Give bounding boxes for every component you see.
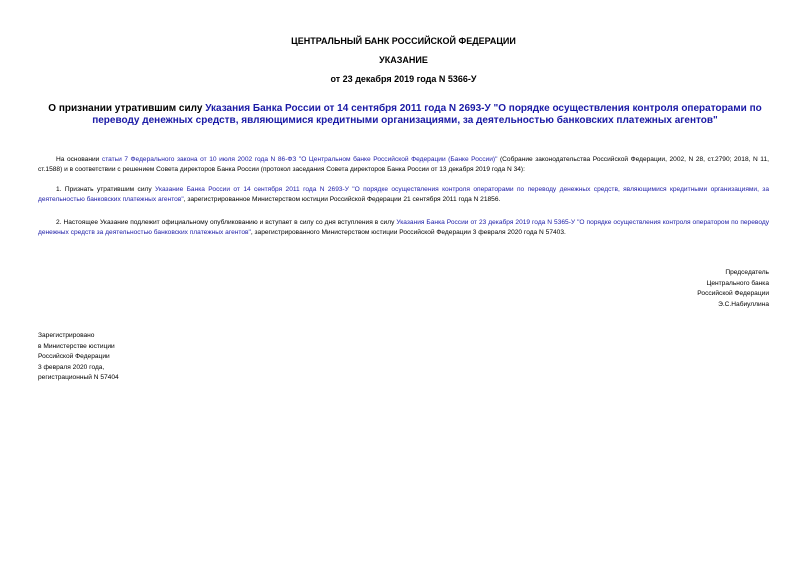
preamble-paragraph bbox=[38, 155, 769, 175]
signatory-name: Э.С.Набиуллина bbox=[718, 300, 769, 308]
registration-number: регистрационный N 57404 bbox=[38, 374, 119, 381]
link-federal-law-86fz[interactable]: статьи 7 Федерального закона от 10 июля 2002 года N 86-ФЗ "О Центральном банке Российской Федерации (Банке России)" bbox=[101, 156, 498, 163]
document-title bbox=[30, 103, 780, 127]
signature-line: Российской Федерации bbox=[697, 290, 769, 297]
preamble-text-end: (Собрание законодательства Российской Федерации, 2002, N 28, ст.2790; 2018, N 11, ст.1588) и в соответствии с решением Совета директоров Банка России (протокол заседания Совета директоров Банка России от 13 декабря 2019 года N 34): bbox=[38, 156, 769, 173]
signature-line: Центрального банка bbox=[706, 279, 769, 287]
registration-line: Российской Федерации bbox=[38, 353, 110, 360]
document-date-number: от 23 декабря 2019 года N 5366-У bbox=[330, 74, 477, 84]
item-2-text-end: , зарегистрированного Министерством юстиции Российской Федерации 3 февраля 2020 года N 57403. bbox=[250, 229, 566, 236]
item-2-paragraph bbox=[38, 218, 769, 238]
item-2-text-start: 2. Настоящее Указание подлежит официальному опубликованию и вступает в силу со дня вступления в силу bbox=[56, 219, 397, 226]
title-link-decree-2693u[interactable]: Указания Банка России от 14 сентября 2011 года N 2693-У "О порядке осуществления контроля операторами по переводу денежных средств, являющимися кредитными организациями, за деятельностью банковских платежных агентов" bbox=[92, 103, 762, 126]
signature-block bbox=[697, 268, 769, 310]
title-prefix: О признании утратившим силу bbox=[48, 103, 206, 114]
preamble-text-start: На основании bbox=[56, 156, 102, 163]
item-1-text-start: 1. Признать утратившим силу bbox=[56, 186, 156, 193]
registration-block bbox=[38, 331, 119, 384]
issuer-heading: ЦЕНТРАЛЬНЫЙ БАНК РОССИЙСКОЙ ФЕДЕРАЦИИ bbox=[291, 36, 516, 46]
link-decree-5365u[interactable]: Указания Банка России от 23 декабря 2019 года N 5365-У "О порядке осуществления контроля оператором по переводу денежных средств за деятельностью банковских платежных агентов" bbox=[38, 219, 769, 236]
registration-line: в Министерстве юстиции bbox=[38, 342, 115, 350]
registration-line: Зарегистрировано bbox=[38, 332, 95, 339]
item-1-text-end: , зарегистрированное Министерством юстиции Российской Федерации 21 сентября 2011 года N 21856. bbox=[183, 196, 501, 203]
document-type-heading: УКАЗАНИЕ bbox=[379, 55, 428, 65]
registration-date: 3 февраля 2020 года, bbox=[38, 363, 105, 371]
link-decree-2693u[interactable]: Указание Банка России от 14 сентября 2011 года N 2693-У "О порядке осуществления контроля операторами по переводу денежных средств, являющимися кредитными организациями, за деятельностью банковских платежных агентов" bbox=[38, 186, 769, 203]
item-1-paragraph bbox=[38, 185, 769, 205]
signature-line: Председатель bbox=[725, 269, 769, 276]
